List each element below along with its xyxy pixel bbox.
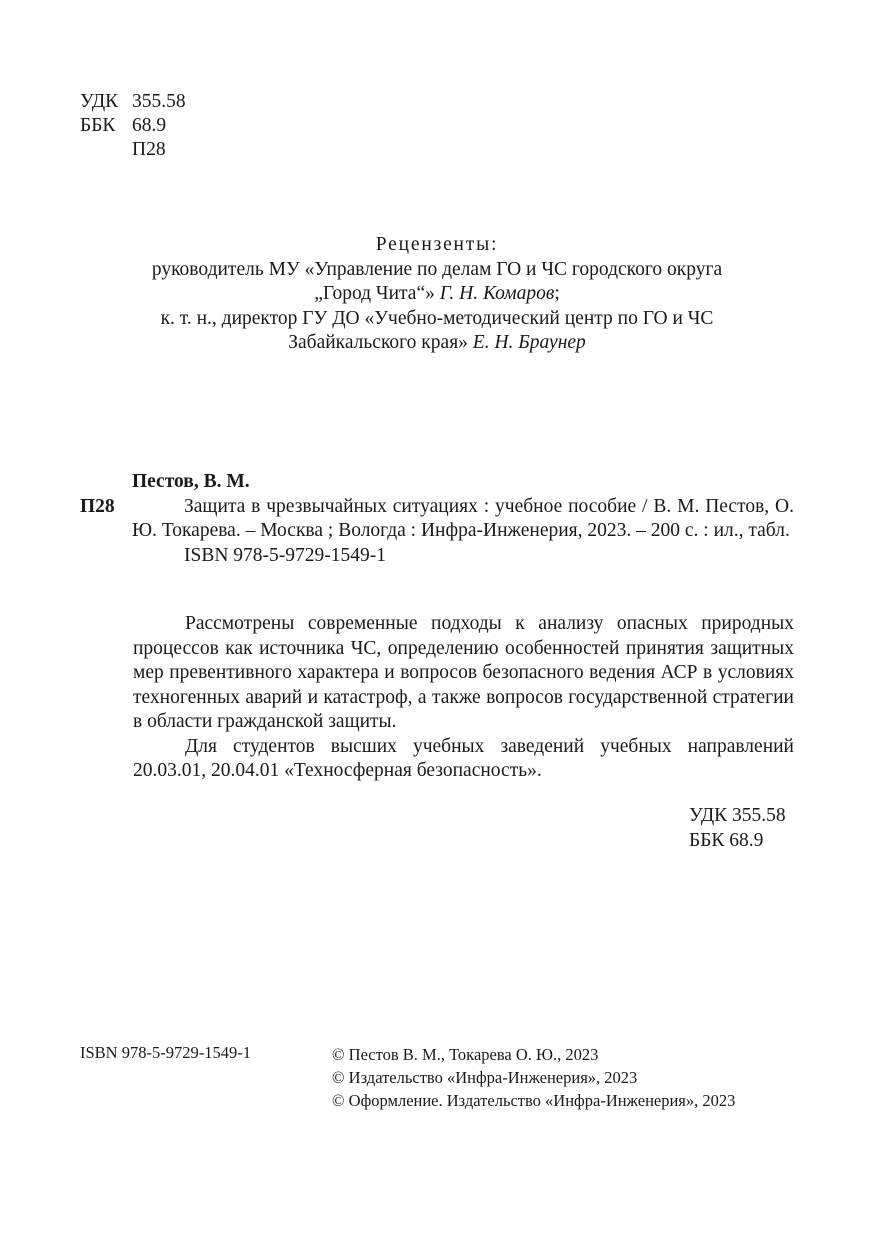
catalog-entry (80, 470, 794, 568)
reviewer-1-line-1: руководитель МУ «Управление по делам ГО и ЧС городского округа (151, 258, 723, 280)
bbk-label: ББК (80, 115, 116, 136)
catalog-code: П28 (80, 495, 115, 517)
index-codes (689, 804, 786, 853)
reviewer-2-org-end: Забайкальского края» (288, 332, 468, 353)
copyright-line: © Издательство «Инфра-Инженерия», 2023 (332, 1068, 638, 1087)
reviewer-2-line-2 (80, 331, 794, 356)
udk-value: 355.58 (132, 91, 186, 112)
reviewer-1-line-2 (80, 282, 794, 307)
annotation-block (133, 612, 794, 784)
catalog-description: Защита в чрезвычайных ситуациях : учебное пособие / В. М. Пестов, О. Ю. Токарева. – Москва ; Вологда : Инфра-Инженерия, 2023. – 200 с. : ил., табл. (132, 495, 794, 541)
annotation-paragraph: Рассмотрены современные подходы к анализу опасных природных процессов как источника ЧС, определению особенностей принятия защитных мер превентивного характера и вопросов безопасного ведения АСР в условиях техногенных аварий и катастроф, а также вопросов государственной стратегии в области гражданской защиты. (133, 613, 794, 732)
reviewer-2-line-1: к. т. н., директор ГУ ДО «Учебно-методический центр по ГО и ЧС (160, 307, 714, 329)
reviewer-1-org-end: „Город Чита“» (314, 283, 435, 304)
reviewer-1-name: Г. Н. Комаров (439, 283, 555, 304)
index-bbk: ББК 68.9 (689, 829, 764, 851)
copyright-list (332, 1043, 735, 1112)
catalog-author: Пестов, В. М. (132, 471, 250, 492)
footer-isbn: ISBN 978-5-9729-1549-1 (80, 1043, 251, 1062)
copyright-line: © Оформление. Издательство «Инфра-Инженерия», 2023 (332, 1091, 736, 1110)
classification-block (80, 90, 186, 162)
udk-label: УДК (80, 91, 119, 112)
audience-paragraph: Для студентов высших учебных заведений учебных направлений 20.03.01, 20.04.01 «Техносферная безопасность». (133, 735, 794, 781)
reviewers-block (80, 233, 794, 356)
reviewer-2-name: Е. Н. Браунер (472, 332, 586, 353)
author-code-row (80, 138, 186, 162)
bbk-value: 68.9 (132, 115, 167, 136)
reviewer-1-separator: ; (554, 283, 560, 304)
author-code: П28 (132, 139, 166, 160)
index-udk: УДК 355.58 (689, 805, 786, 826)
bbk-row (80, 114, 186, 138)
udk-row (80, 90, 186, 114)
copyright-line: © Пестов В. М., Токарева О. Ю., 2023 (332, 1045, 599, 1064)
reviewers-heading: Рецензенты: (375, 234, 499, 255)
catalog-isbn: ISBN 978-5-9729-1549-1 (184, 544, 387, 566)
